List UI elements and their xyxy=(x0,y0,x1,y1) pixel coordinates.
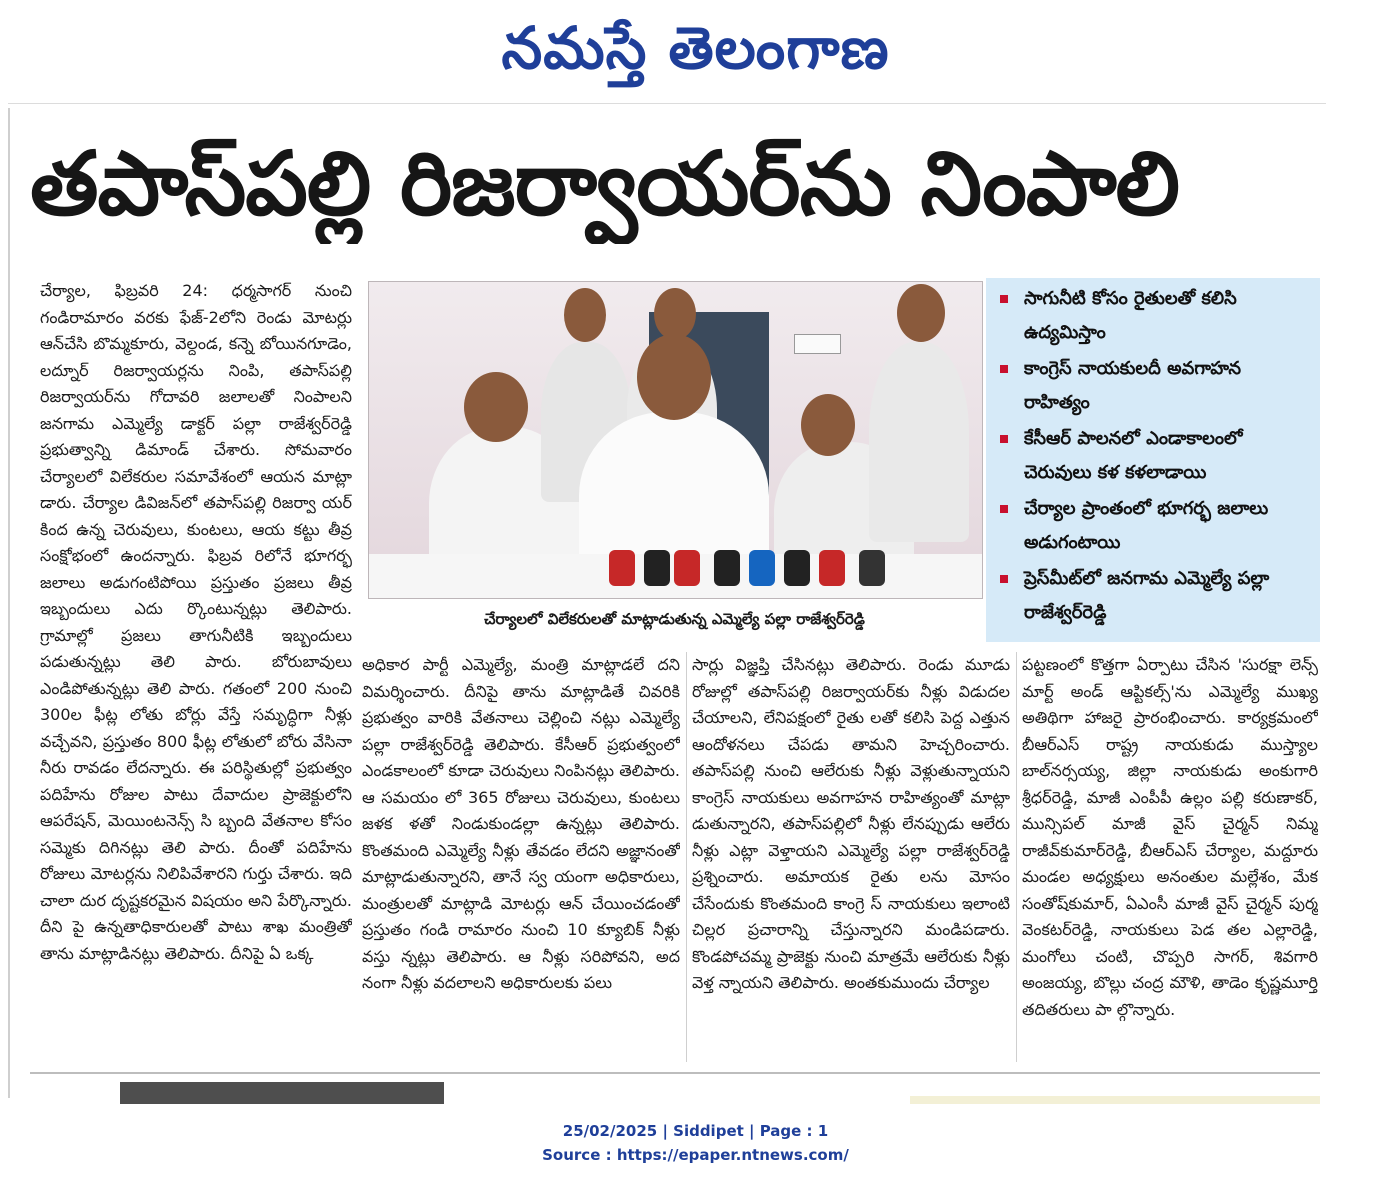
next-article-cutoff-right xyxy=(910,1096,1320,1104)
photo-head-standing-2 xyxy=(654,288,696,340)
highlight-line: అడుగంటాయి xyxy=(1024,532,1121,553)
article-column-4: పట్టణంలో కొత్తగా ఏర్పాటు చేసిన 'సురక్షా లెన్స్ మార్ట్ అండ్ ఆప్టికల్స్'ను ఎమ్మెల్యే ముఖ్య అతిథిగా హాజరై ప్రారంభించారు. కార్యక్రమంలో బీఆర్‌ఎస్ రాష్ట్ర నాయకుడు ముస్త్యాల బాల్‌నర్సయ్య, జిల్లా నాయకుడు అంకుగారి శ్రీధర్‌రెడ్డి, మాజీ ఎంపీపీ ఉల్లం పల్లి కరుణాకర్, మున్సిపల్ మాజీ వైస్ చైర్మన్ నిమ్మ రాజీవ్‌కుమార్‌రెడ్డి, బీఆర్‌ఎస్ చేర్యాల, మద్దూరు మండల అధ్యక్షులు అనంతుల మల్లేశం, మేక సంతోష్‌కుమార్, ఏఎంసీ మాజీ వైస్ చైర్మన్ పుర్మ వెంకటర్‌రెడ్డి, నాయకులు పెడ తల ఎల్లారెడ్డి, మంగోలు చంటి, చొప్పరి సాగర్, శివగారి అంజయ్య, బొల్లు చంద్ర మౌళి, తాడెం కృష్ణమూర్తి తదితరులు పా ల్గొన్నారు. xyxy=(1022,655,1318,1019)
page-left-border xyxy=(8,108,10,1098)
column-divider xyxy=(686,652,687,1062)
article-headline: తపాస్‌పల్లి రిజర్వాయర్‌ను నింపాలి xyxy=(30,132,1180,235)
article-column-1: చేర్యాల, ఫిబ్రవరి 24: ధర్మసాగర్ నుంచి గండిరామారం వరకు ఫేజ్-2లోని రెండు మోటర్లు ఆన్‌చేసి బొమ్మకూరు, వెల్దండ, కన్నె బోయినగూడెం, లద్నూర్ రిజర్వాయర్లను నింపి, తపాస్‌పల్లి రిజర్వాయర్‌ను గోదావరి జలాలతో నింపాలని జనగామ ఎమ్మెల్యే డాక్టర్ పల్లా రాజేశ్వర్‌రెడ్డి ప్రభుత్వాన్ని డిమాండ్ చేశారు. సోమవారం చేర్యాలలో విలేకరుల సమావేశంలో ఆయన మాట్లా డారు. చేర్యాల డివిజన్‌లో తపాస్‌పల్లి రిజర్వా యర్ కింద ఉన్న చెరువులు, కుంటలు, ఆయ కట్టు తీవ్ర సంక్షోభంలో ఉందన్నారు. ఫిబ్రవ రిలోనే భూగర్భ జలాలు అడుగంటిపోయి ప్రస్తుతం ప్రజలు తీవ్ర ఇబ్బందులు ఎదు ర్కొంటున్నట్లు తెలిపారు. గ్రామాల్లో ప్రజలు తాగునీటికి ఇబ్బందులు పడుతున్నట్లు తెలి పారు. బోరుబావులు ఎండిపోతున్నట్లు తెలి పారు. గతంలో 200 నుంచి 300ల ఫీట్ల లోతు బోర్లు వేస్తే సమృద్ధిగా నీళ్లు వచ్చేవని, ప్రస్తుతం 800 ఫీట్ల లోతులో బోరు వేసినా నీరు రావడం లేదన్నారు. ఈ పరిస్థితుల్లో ప్రభుత్వం పదిహేను రోజుల పాటు దేవాదుల ప్రాజెక్టులోని ఆపరేషన్, మెయింటనెన్స్ సి బ్బంది వేతనాల కోసం సమ్మెకు దిగినట్లు తెలి పారు. దీంతో పదిహేను రోజులు మోటర్లను నిలిపివేశారని గుర్తు చేశారు. ఇది చాలా దుర దృష్టకరమైన విషయం అని పేర్కొన్నారు. దీని పై ఉన్నతాధికారులతో పాటు శాఖ మంత్రితో తాను మాట్లాడినట్లు తెలిపారు. దీనిపై ఏ ఒక్క xyxy=(40,281,352,963)
bullet-square-icon xyxy=(1000,505,1008,513)
photo-head-standing-1 xyxy=(564,288,606,342)
photo-mic-8 xyxy=(859,550,885,586)
bullet-square-icon xyxy=(1000,295,1008,303)
highlight-line: కాంగ్రెస్ నాయకులదీ అవగాహన xyxy=(1024,358,1242,379)
next-article-cutoff xyxy=(120,1082,660,1104)
photo-head-right xyxy=(801,394,855,456)
photo-mic-4 xyxy=(714,550,740,586)
highlight-line: కేసీఆర్ పాలనలో ఎండాకాలంలో xyxy=(1024,428,1243,449)
highlight-line: రాజేశ్వర్‌రెడ్డి xyxy=(1024,602,1107,623)
photo-person-standing-3 xyxy=(869,342,969,542)
column-divider xyxy=(1016,652,1017,1062)
photo-mic-3 xyxy=(674,550,700,586)
photo-head-center xyxy=(637,334,711,420)
photo-mic-1 xyxy=(609,550,635,586)
bullet-square-icon xyxy=(1000,575,1008,583)
article-column-2: అధికార పార్టీ ఎమ్మెల్యే, మంత్రి మాట్లాడలే దని విమర్శించారు. దీనిపై తాను మాట్లాడితే చివరికి ప్రభుత్వం వారికి వేతనాలు చెల్లించి నట్లు ఎమ్మెల్యే పల్లా రాజేశ్వర్‌రెడ్డి తెలిపారు. కేసీఆర్ ప్రభుత్వంలో ఎండకాలంలో కూడా చెరువులు నింపినట్లు తెలిపారు. ఆ సమయం లో 365 రోజులు చెరువులు, కుంటలు జళక ళతో నిండుకుండల్లా ఉన్నట్లు తెలిపారు. కొంతమంది ఎమ్మెల్యే నీళ్లు తేవడం లేదని అజ్ఞానంతో మాట్లాడుతున్నారని, తానే స్వ యంగా అధికారులు, మంత్రులతో మాట్లాడి మోటర్లు ఆన్ చేయించడంతో ప్రస్తుతం గండి రామారం నుంచి 10 క్యూబిక్ నీళ్లు వస్తు న్నట్లు తెలిపారు. ఆ నీళ్లు సరిపోవని, అద నంగా నీళ్లు వదలాలని అధికారులకు పలు xyxy=(362,655,680,992)
highlights-box xyxy=(986,278,1320,642)
masthead-logo: నమస్తే తెలంగాణ xyxy=(501,14,890,82)
photo-head-standing-3 xyxy=(897,284,945,342)
highlight-line: ఉద్యమిస్తాం xyxy=(1024,322,1106,343)
press-meet-photo xyxy=(368,281,983,599)
bullet-square-icon xyxy=(1000,365,1008,373)
photo-head-left xyxy=(464,372,528,442)
highlight-line: చెరువులు కళ కళలాడాయి xyxy=(1024,462,1207,483)
photo-mic-6 xyxy=(784,550,810,586)
photo-mic-2 xyxy=(644,550,670,586)
article-column-3: సార్లు విజ్ఞప్తి చేసినట్లు తెలిపారు. రెండు మూడు రోజుల్లో తపాస్‌పల్లి రిజర్వాయర్‌కు నీళ్లు విడుదల చేయాలని, లేనిపక్షంలో రైతు లతో కలిసి పెద్ద ఎత్తున ఆందోళనలు చేపడు తామని హెచ్చరించారు. తపాస్‌పల్లి నుంచి ఆలేరుకు నీళ్లు వెళ్లుతున్నాయని కాంగ్రెస్ నాయకులు అవగాహన రాహిత్యంతో మాట్లా డుతున్నారని, తపాస్‌పల్లిలో నీళ్లు లేనప్పుడు ఆలేరు నీళ్లు ఎట్లా వెళ్తాయని ఎమ్మెల్యే పల్లా రాజేశ్వర్‌రెడ్డి ప్రశ్నించారు. అమాయక రైతు లను మోసం చేసేందుకు కొంతమంది కాంగ్రె స్ నాయకులు ఇలాంటి చిల్లర ప్రచారాన్ని చేస్తున్నారని మండిపడారు. కొండపోచమ్మ ప్రాజెక్టు నుంచి మాత్రమే ఆలేరుకు నీళ్లు వెళ్త న్నాయని తెలిపారు. అంతకుముందు చేర్యాల xyxy=(692,655,1010,992)
article-bottom-rule xyxy=(30,1072,1320,1074)
photo-caption: చేర్యాలలో విలేకరులతో మాట్లాడుతున్న ఎమ్మెల్యే పల్లా రాజేశ్వర్‌రెడ్డి xyxy=(484,610,865,628)
highlight-line: ప్రెస్‌మీట్‌లో జనగామ ఎమ్మెల్యే పల్లా xyxy=(1024,568,1270,589)
photo-mic-5 xyxy=(749,550,775,586)
highlight-line: సాగునీటి కోసం రైతులతో కలిసి xyxy=(1024,288,1237,309)
masthead-divider xyxy=(8,103,1326,104)
footer-source-link[interactable]: Source : https://epaper.ntnews.com/ xyxy=(542,1146,849,1164)
highlight-line: చేర్యాల ప్రాంతంలో భూగర్భ జలాలు xyxy=(1024,498,1269,519)
highlight-line: రాహిత్యం xyxy=(1024,392,1090,413)
bullet-square-icon xyxy=(1000,435,1008,443)
photo-switchboard xyxy=(794,334,841,354)
footer-date-edition: 25/02/2025 | Siddipet | Page : 1 xyxy=(562,1122,829,1140)
photo-mic-7 xyxy=(819,550,845,586)
